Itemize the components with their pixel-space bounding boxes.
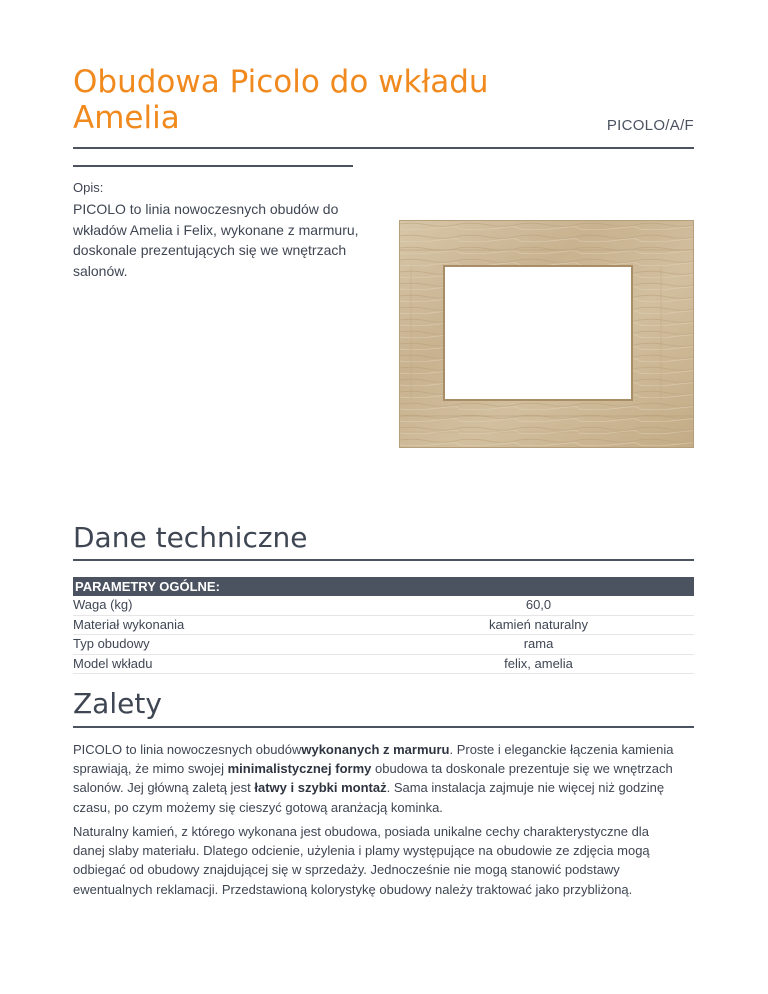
advantages-divider — [73, 726, 694, 728]
advantages-paragraph-2: Naturalny kamień, z którego wykonana jest obudowa, posiada unikalne cechy charakterystyczne dla danej slaby materiału. Dlatego odcienie, użylenia i plamy występujące na obudowie ze zdjęcia mogą odbiegać od obudowy znajdującej się w sprzedaży. Jednocześnie nie mogą stanowić podstawy ewentualnych reklamacji. Przedstawioną kolorystykę obudowy należy traktować jako przybliżoną. — [73, 824, 650, 897]
table-row — [73, 596, 694, 616]
product-code: PICOLO/A/F — [606, 117, 694, 134]
parameters-header: PARAMETRY OGÓLNE: — [73, 577, 694, 596]
paragraph-text: obudowa ta doskonale prezentuje się we wnętrzach salonów. Jej główną zaletą jest — [73, 761, 673, 796]
param-label: Typ obudowy — [73, 636, 150, 651]
param-value: kamień naturalny — [489, 616, 588, 632]
param-label: Model wkładu — [73, 655, 153, 671]
paragraph-text: . Proste i eleganckie łączenia kamienia sprawiają, że mimo swojej — [73, 742, 674, 777]
table-row — [73, 616, 694, 636]
header-divider — [73, 147, 694, 149]
description-label: Opis: — [73, 180, 104, 195]
param-value: 60,0 — [525, 597, 552, 612]
parameters-table — [73, 577, 694, 674]
technical-divider — [73, 559, 694, 561]
highlight-text: minimalistycznej formy — [227, 761, 372, 777]
paragraph-text: PICOLO to linia nowoczesnych obudów — [73, 742, 302, 757]
highlight-text: wykonanych z marmuru — [301, 742, 450, 757]
description-text: PICOLO to linia nowoczesnych obudów do wkładów Amelia i Felix, wykonane z marmuru, doskonale prezentujących się we wnętrzach salonów. — [73, 201, 359, 279]
highlight-text: łatwy i szybki montaż — [254, 780, 387, 796]
table-row — [73, 635, 694, 655]
param-label: Waga (kg) — [73, 597, 133, 612]
description-divider — [73, 165, 353, 167]
param-label: Materiał wykonania — [73, 616, 185, 632]
product-title: Obudowa Picolo do wkładu Amelia — [73, 64, 489, 136]
advantages-title: Zalety — [73, 687, 162, 720]
param-value: felix, amelia — [504, 655, 573, 671]
paragraph-text: . Sama instalacja zajmuje nie więcej niż godzinę czasu, po czym możemy się cieszyć gotową aranżacją kominka. — [73, 780, 665, 815]
product-image — [399, 220, 694, 448]
technical-title: Dane techniczne — [73, 521, 308, 554]
advantages-paragraph-1 — [73, 740, 683, 817]
param-value: rama — [523, 636, 554, 651]
table-row — [73, 655, 694, 675]
